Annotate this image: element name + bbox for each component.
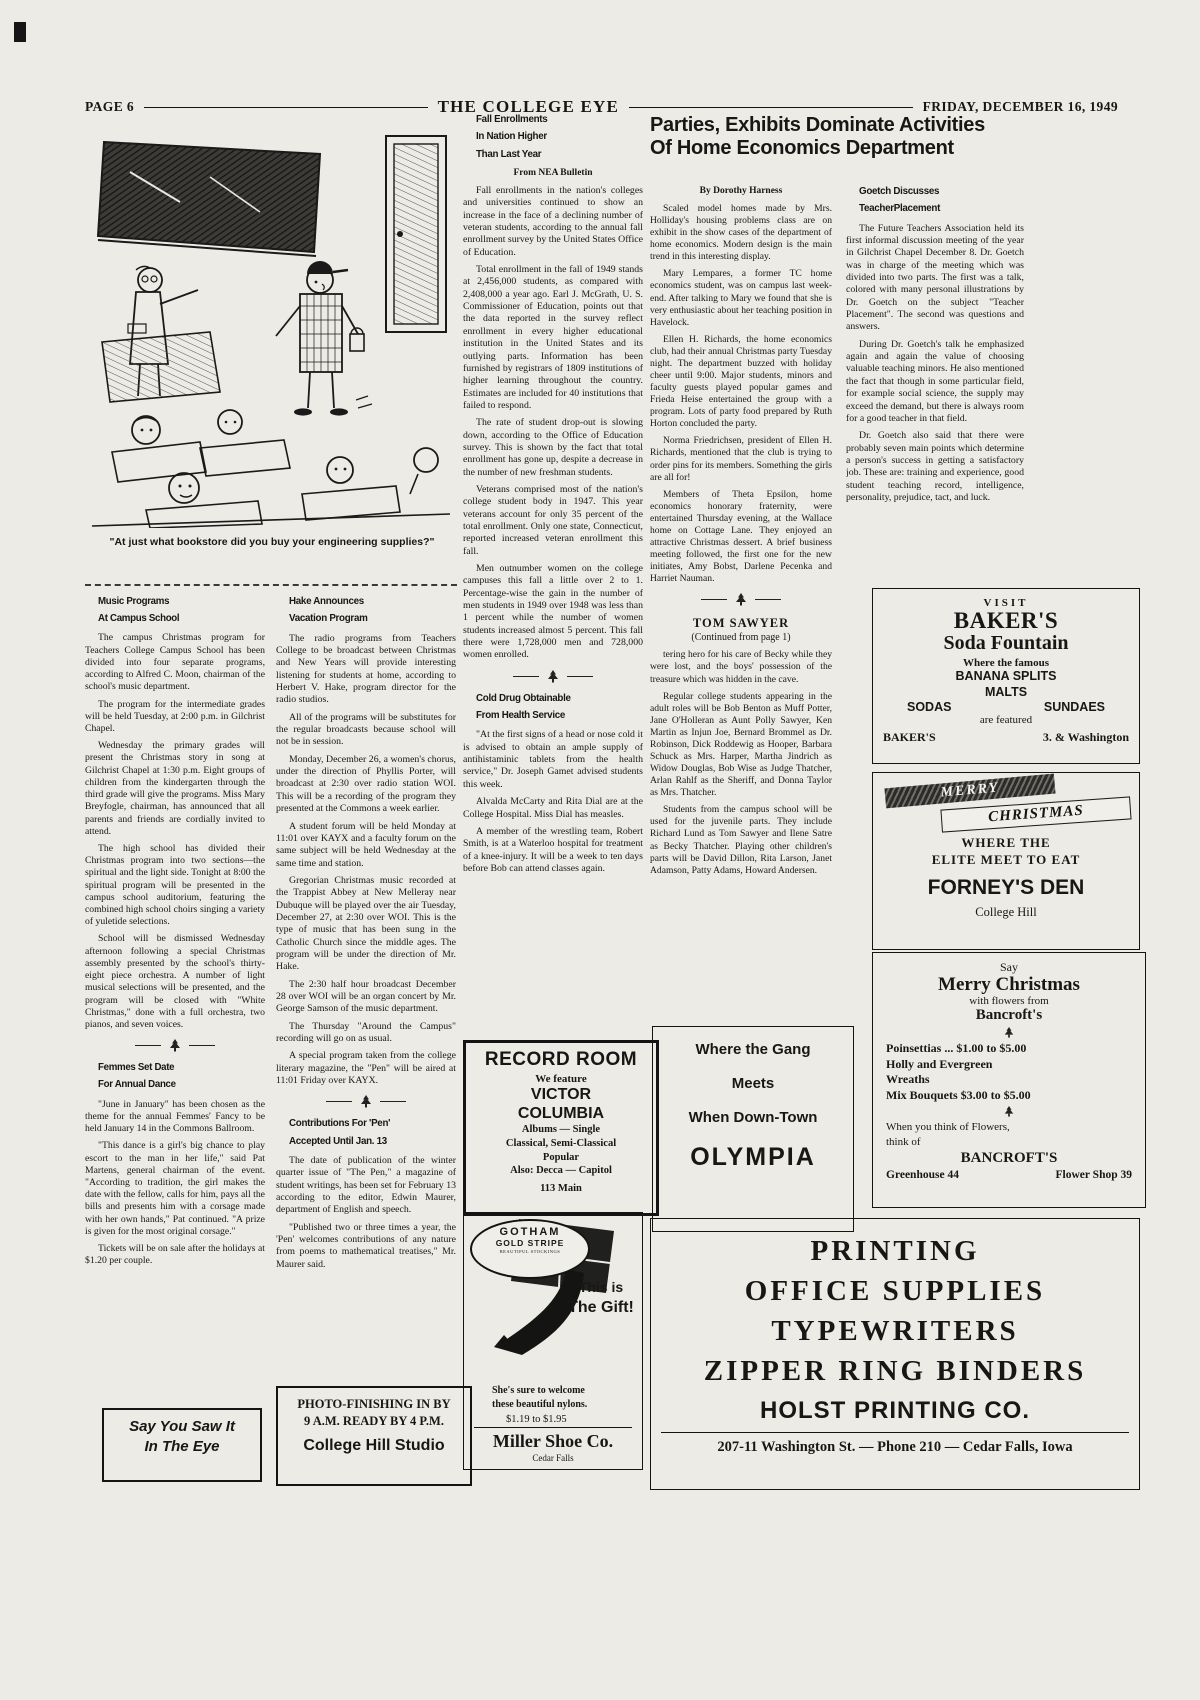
article-body (276, 633, 456, 1088)
ad-text: Say (1000, 960, 1018, 974)
ornament-icon (1003, 1027, 1015, 1038)
banner-ribbon: MERRY (884, 774, 1055, 809)
paragraph: The high school has divided their Christmas program into two sections—the spiritual and the light side. Tonight at 8:00 the spiritual program will be presented in the campus school auditorium, featuring the combined high school choirs singing a variety of yuletide selections. (85, 842, 265, 928)
ad-olympia (652, 1026, 854, 1232)
ad-address: College Hill (975, 904, 1037, 919)
article-fall-enrollments (463, 114, 643, 1039)
article-body (85, 632, 265, 1031)
ad-text: Where the Gang (695, 1041, 811, 1058)
ad-price-line: Poinsettias ... $1.00 to $5.00 (886, 1040, 1027, 1055)
paragraph: All of the programs will be substitutes for the regular broadcasts because school will not be in session. (276, 711, 456, 748)
paragraph: A member of the wrestling team, Robert Smith, is at a Waterloo hospital for treatment of a knee-injury. It will be a week to ten days before Bob can attend classes again. (463, 825, 643, 874)
ornament-divider (276, 1095, 456, 1108)
paragraph: Students from the campus school will be used for the juvenile parts. They include Richard Lund as Tom Sawyer and Ilene Satre as Becky Thatcher. Playing other children's parts will be David Dillon, Rita Larson, Janet Adamson, Patty Adams, Howard Andersen. (650, 804, 832, 876)
continued-from-note: (Continued from page 1) (691, 632, 791, 644)
article-hake-vacation (276, 596, 456, 1378)
article-headline-parties (650, 114, 1022, 161)
article-music-programs (85, 596, 265, 1402)
headline-line: Hake Announces (289, 596, 364, 607)
ad-text: We feature (535, 1073, 587, 1085)
article-body (463, 729, 643, 875)
ornament-divider (886, 1027, 1132, 1038)
ad-address: Cedar Falls (532, 1453, 574, 1463)
banner-ribbon: CHRISTMAS (940, 796, 1131, 832)
paragraph: During Dr. Goetch's talk he emphasized again and again the value of choosing valuable teaching minors. He also mentioned the fact that though in some particular field, for example social science, the supply may exceed the demand, but there is always room for a good teacher in that field. (846, 338, 1024, 424)
scan-artifact (14, 22, 26, 42)
page-number: PAGE 6 (85, 99, 135, 114)
ornament-icon (1003, 1106, 1015, 1117)
ad-footer (464, 1384, 642, 1463)
ad-item: SODAS (907, 700, 952, 715)
paragraph: Veterans comprised most of the nation's college student body in 1947. This year veterans account for only 35 percent of the total enrollment. Only one state, Connecticut, reported increased veteran enrollment this fall. (463, 483, 643, 557)
paragraph: Alvalda McCarty and Rita Dial are at the College Hospital. Miss Dial has measles. (463, 796, 643, 820)
paragraph: Mary Lempares, a former TC home economics student, was on campus last week-end. After talking to Mary we found that she is very enthusiastic about her teaching position in Havelock. (650, 268, 832, 328)
article-body (650, 649, 832, 876)
paragraph: The Thursday "Around the Campus" recording will go on as usual. (276, 1020, 456, 1044)
article-headline (463, 114, 643, 161)
headline-line: TeacherPlacement (859, 203, 941, 215)
ad-address: 113 Main (540, 1182, 582, 1194)
article-body (650, 203, 832, 585)
article-body (276, 1155, 456, 1271)
ad-text: 9 A.M. READY BY 4 P.M. (304, 1413, 444, 1428)
ad-forneys-den (872, 772, 1140, 950)
paragraph: The program for the intermediate grades will be held Tuesday, at 2:00 p.m. in Gilchrist Chapel. (85, 698, 265, 734)
ornament-icon (546, 670, 560, 683)
ad-address: 207-11 Washington St. — Phone 210 — Cedar Falls, Iowa (661, 1432, 1129, 1456)
headline-line: From Health Service (476, 710, 566, 722)
cartoon-caption: "At just what bookstore did you buy your engineering supplies?" (109, 536, 435, 548)
article-headline (276, 1118, 456, 1148)
ad-brand: GOLD STRIPE (495, 1238, 565, 1248)
masthead: THE COLLEGE EYE (437, 97, 620, 116)
article-body (463, 185, 643, 662)
ad-text: In The Eye (144, 1438, 220, 1456)
ad-brand: COLUMBIA (517, 1105, 605, 1123)
ornament-divider (650, 593, 832, 606)
ad-text: Merry Christmas (938, 974, 1080, 995)
house-ad-say-you-saw-it (102, 1408, 262, 1482)
paragraph: Monday, December 26, a women's chorus, under the direction of Phyllis Porter, will broadcast at 2:30 over radio station WOI. This will be a recording of the program they presented at the Commons a week earlier. (276, 753, 456, 815)
ad-brand: BANCROFT'S (960, 1149, 1058, 1166)
paragraph: tering hero for his care of Becky while they were lost, and the boys' possession of the treasure which was hidden in the cave. (650, 649, 832, 685)
paragraph: "June in January" has been chosen as the theme for the annual Femmes' Fancy to be held January 14 in the Commons Ballroom. (85, 1098, 265, 1135)
headline-line: Fall Enrollments (476, 114, 548, 125)
ad-text: OFFICE SUPPLIES (744, 1275, 1046, 1308)
ad-text: PRINTING (810, 1235, 980, 1267)
ad-footer (883, 730, 1129, 745)
ad-text: She's sure to welcome (492, 1385, 585, 1396)
headline-line: Parties, Exhibits Dominate Activities (650, 114, 985, 136)
ad-price-line: Wreaths (886, 1072, 930, 1087)
paragraph: The campus Christmas program for Teachers College Campus School has been divided into four separate programs, according to Alfred C. Moon, chairman of the school's music department. (85, 632, 265, 693)
headline-line: Than Last Year (476, 148, 542, 160)
ad-text: This is (578, 1279, 624, 1295)
ad-text: BEAUTIFUL STOCKINGS (499, 1249, 561, 1255)
paragraph: The radio programs from Teachers College to be broadcast between Christmas and New Years will provide interesting listening for students at home, according to Herbert V. Hake, program director for the radio studios. (276, 632, 456, 706)
issue-date: FRIDAY, DECEMBER 16, 1949 (922, 99, 1118, 114)
ad-text: Say You Saw It (129, 1418, 235, 1435)
headline-line: Vacation Program (289, 613, 368, 625)
ad-text: Albums — Single (521, 1124, 601, 1136)
headline-line: For Annual Dance (98, 1079, 176, 1091)
ad-text: The Gift! (568, 1299, 634, 1316)
ad-text: Classical, Semi-Classical (505, 1138, 617, 1150)
ad-text: VISIT (983, 597, 1029, 609)
ad-bakers-soda-fountain (872, 588, 1140, 764)
headline-line: Goetch Discusses (859, 186, 940, 197)
header-rule-left (144, 107, 428, 108)
paragraph: "Published two or three times a year, the 'Pen' welcomes contributions of any nature from poems to mathematical treatises," Mr. Maurer said. (276, 1221, 456, 1270)
ad-address: Flower Shop 39 (1055, 1168, 1132, 1181)
article-byline: From NEA Bulletin (513, 168, 593, 179)
ad-price-line: Mix Bouquets $3.00 to $5.00 (886, 1087, 1031, 1102)
ad-text: WHERE THE (961, 835, 1051, 850)
ad-brand: GOTHAM (499, 1226, 561, 1238)
article-parties-exhibits (650, 184, 832, 1022)
article-headline (85, 596, 265, 625)
ad-college-hill-studio (276, 1386, 472, 1486)
headline-line: Cold Drug Obtainable (476, 692, 571, 704)
ad-item: MALTS (984, 684, 1028, 699)
ad-holst-printing (650, 1218, 1140, 1490)
headline-line: At Campus School (98, 613, 180, 625)
article-headline (276, 596, 456, 626)
headline-line: Of Home Economics Department (650, 137, 954, 160)
ad-text: think of (886, 1135, 921, 1148)
paragraph: Members of Theta Epsilon, home economics honorary fraternity, were entertained Thursday evening, at the Wallace home on Cottage Lane. They enjoyed an attractive Christmas dessert. A brief business meeting followed, the first one for the new initiates, Amy Bobst, Darlene Pecenka and Harriet Nauman. (650, 488, 832, 585)
gotham-gold-stripe-logo (470, 1219, 590, 1279)
headline-line: Femmes Set Date (98, 1062, 175, 1074)
paragraph: Fall enrollments in the nation's colleges and universities continued to show an increase in the face of a declining number of veteran students, according to the annual fall enrollment survey by the United States Office of Education. (463, 185, 643, 258)
ad-text: Also: Decca — Capitol (510, 1165, 612, 1177)
article-headline (846, 186, 1024, 216)
ad-text: When Down-Town (688, 1109, 818, 1126)
ad-brand: FORNEY'S DEN (927, 875, 1085, 899)
ad-record-room (463, 1040, 659, 1216)
paragraph: The date of publication of the winter quarter issue of "The Pen," a magazine of student writings, has been set for February 13 according to the editor, Edwin Maurer, department of English and speech. (276, 1155, 456, 1216)
paragraph: Norma Friedrichsen, president of Ellen H. Richards, mentioned that the club is trying to order pins for its members. Something the girls are all for! (650, 435, 832, 483)
paragraph: Regular college students appearing in the adult roles will be Bob Benton as Muff Potter, Jane O'Holleran as Aunt Polly Sawyer, Ken Martin as Injun Joe, Bernard Brommel as Dr. Robinson, Dick Roddewig as Hooper, Barbara Schuck as Mrs. Harper, Martha Jindrich as Widow Douglas, Bob Wise as Judge Thatcher, Arlan Rahlf as the Sheriff, and Donna Taylor as Mrs. Thatcher. (650, 690, 832, 799)
ornament-divider (85, 1039, 265, 1052)
ad-text (568, 1279, 634, 1317)
article-goetch-placement (846, 186, 1024, 596)
ad-text: ELITE MEET TO EAT (931, 851, 1081, 867)
ad-text: ZIPPER RING BINDERS (703, 1355, 1087, 1388)
article-body (85, 1099, 265, 1268)
paragraph: Ellen H. Richards, the home economics club, had their annual Christmas party Tuesday night. The department buzzed with holiday cheer until 9:00. Major students, minors and faculty guests played popular games and Frieda Heise entertained the group with a program. Lots of party food prepared by Ruth Horton concluded the party. (650, 333, 832, 430)
section-rule (85, 584, 457, 586)
ad-text: are featured (979, 714, 1033, 727)
ad-item-row (883, 700, 1129, 714)
ad-brand: BAKER'S (883, 730, 936, 745)
ad-brand: HOLST PRINTING CO. (760, 1397, 1030, 1425)
ad-brand: BAKER'S (953, 608, 1059, 633)
ornament-icon (359, 1095, 373, 1108)
article-headline (85, 1062, 265, 1091)
paragraph: Gregorian Christmas music recorded at the Trappist Abbey at New Melleray near Dubuque will be played over the air Tuesday, December 27, at 2:30 over WOI. This is the type of music that has been sung in the Catholic Church since the middle ages. The program will be under the direction of Mr. Hake. (276, 874, 456, 973)
paragraph: School will be dismissed Wednesday afternoon following a special Christmas assembly presented by the school's thirty-eight piece orchestra. A number of light musical selections will be presented, and the program will be closed with "White Christmas," done with a full orchestra, two pianos, and seven voices. (85, 933, 265, 1030)
ad-brand: VICTOR (530, 1086, 592, 1103)
paragraph: The rate of student drop-out is slowing down, according to the Office of Education survey. This is shown by the fact that total enrollment has gone up, despite a decrease in the number of new freshman students. (463, 417, 643, 478)
ad-item: SUNDAES (1043, 700, 1105, 715)
ad-item: BANANA SPLITS (955, 669, 1057, 684)
paragraph: A special program taken from the college literary magazine, the "Pen" will be aired at 11:01 Friday over KAYX. (276, 1050, 456, 1087)
ad-text: with flowers from (969, 994, 1049, 1007)
ad-brand: College Hill Studio (303, 1436, 445, 1454)
ad-text: TYPEWRITERS (771, 1315, 1019, 1348)
ad-text: Popular (542, 1151, 580, 1163)
paragraph: A student forum will be held Monday at 11:01 over KAYX and a faculty forum on the same subject will be held Wednesday at the same time and station. (276, 820, 456, 869)
paragraph: "This dance is a girl's big chance to play escort to the man in her life," said Pat Martens, general chairman of the event. "According to tradition, the girl makes the date with the fellow, calls for him, pays all the bills and presents him with a corsage made with her own hands," Pat continued. "A prize is given for the most original corsage." (85, 1140, 265, 1237)
ad-text: Meets (731, 1075, 775, 1092)
ad-brand: OLYMPIA (690, 1143, 816, 1171)
ad-address: Greenhouse 44 (886, 1168, 959, 1181)
paragraph: "At the first signs of a head or nose cold it is advised to obtain an ample supply of antihistaminic tablets from the health service," Dr. Joseph Gamet advised students this week. (463, 729, 643, 790)
ad-brand: Bancroft's (975, 1006, 1043, 1023)
paragraph: Wednesday the primary grades will present the Christmas story in song at Gilchrist Chapel at 1:30 p.m. Eight groups of children from the kindergarten through the third grade will give the programs. Miss Mary Breyfogle, chairman, has announced that all parents and friends are cordially invited to attend. (85, 740, 265, 837)
editorial-cartoon (88, 130, 456, 548)
paragraph: Tickets will be on sale after the holidays at $1.20 per couple. (85, 1243, 265, 1267)
header-rule-right (629, 107, 913, 108)
ad-text: When you think of Flowers, (886, 1121, 1010, 1134)
headline-line: Contributions For 'Pen' (289, 1118, 391, 1130)
headline-line: Accepted Until Jan. 13 (289, 1135, 387, 1147)
ornament-icon (168, 1039, 182, 1052)
ad-miller-shoe (463, 1212, 643, 1470)
ad-brand: RECORD ROOM (484, 1049, 638, 1070)
ad-price-line: $1.19 to $1.95 (506, 1414, 567, 1425)
article-body (846, 223, 1024, 505)
paragraph: Total enrollment in the fall of 1949 stands at 2,456,000 students, as compared with 2,408,000 a year ago. Earl J. McGrath, U. S. Commissioner of Education, points out that the data reported in the survey reflect enrollment in every higher educational institution in the United States and its outlying parts. Information has been furnished by registrars of 1809 institutions of higher learning throughout the country. Estimates are included for 40 institutions that failed to respond. (463, 264, 643, 411)
paragraph: Men outnumber women on the college campuses this fall a little over 2 to 1. Percentage-wise the gain in the number of men students in 1949 over 1948 was less than 1 percent while the number of women students increased almost 5 percent. This fall there were 1,728,000 men and 728,000 women enrolled. (463, 563, 643, 661)
ornament-divider (463, 670, 643, 683)
paragraph: Dr. Goetch also said that there were probably seven main points which determine a person's success in getting a satisfactory job. These are: training and experience, good student teaching record, intelligence, personality, prejudice, tact, and luck. (846, 430, 1024, 503)
article-headline (463, 693, 643, 723)
classroom-cartoon-illustration (88, 130, 454, 528)
ad-footer (886, 1169, 1132, 1181)
headline-line: Music Programs (98, 596, 170, 607)
paragraph: The 2:30 half hour broadcast December 28 over WOI will be an organ concert by Mr. George Samson of the music department. (276, 978, 456, 1015)
continued-article-title: TOM SAWYER (692, 616, 790, 631)
article-byline: By Dorothy Harness (699, 186, 783, 196)
ad-text: Soda Fountain (943, 632, 1069, 655)
ornament-divider (886, 1106, 1132, 1117)
merry-christmas-banner (883, 779, 1129, 831)
paragraph: The Future Teachers Association held its first informal discussion meeting of the year in Gilchrist Chapel December 8. Dr. Goetch was in charge of the meeting which was divided into two parts. The first was a talk, colored with many personal illustrations by Dr. Goetch on the subject "Teacher Placement". The second was questions and answers. (846, 222, 1024, 333)
ornament-icon (734, 593, 748, 606)
headline-line: In Nation Higher (476, 131, 547, 143)
ad-text: PHOTO-FINISHING IN BY (297, 1397, 451, 1411)
ad-brand: Miller Shoe Co. (474, 1427, 632, 1452)
ad-price-line: Holly and Evergreen (886, 1056, 993, 1071)
ad-text: these beautiful nylons. (492, 1398, 588, 1410)
ad-address: 3. & Washington (1042, 730, 1129, 745)
ad-text: Where the famous (963, 657, 1049, 670)
ad-bancrofts-flowers (872, 952, 1146, 1208)
paragraph: Scaled model homes made by Mrs. Holliday's housing problems class are on exhibit in the show cases of the department of home economics. Modern design is the main trend in this interesting display. (650, 203, 832, 263)
